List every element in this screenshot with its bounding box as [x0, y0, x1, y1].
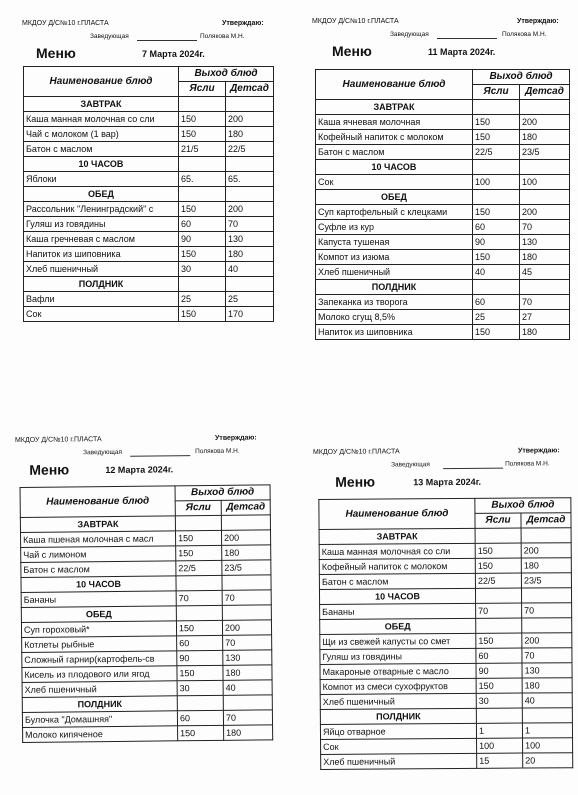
dish-name: Вафли	[24, 292, 179, 307]
menu-table	[315, 69, 570, 340]
table-row	[320, 663, 572, 680]
head-label: Заведующая	[90, 33, 129, 40]
kindergarten-portion: 180	[223, 665, 272, 681]
nursery-portion: 150	[179, 202, 226, 217]
kindergarten-portion: 170	[226, 307, 274, 322]
dish-name: Напиток из шиповника	[24, 247, 179, 262]
table-row	[24, 247, 274, 262]
signature-line	[437, 38, 497, 39]
nursery-portion: 30	[177, 680, 223, 695]
nursery-portion: 30	[476, 693, 522, 708]
nursery-portion: 60	[177, 710, 223, 725]
table-header-row	[319, 498, 571, 515]
menu-title: Меню	[36, 45, 76, 61]
section-title: ПОЛДНИК	[316, 280, 473, 295]
column-header-kindergarten: Детсад	[226, 82, 274, 97]
table-row	[319, 573, 571, 590]
dish-name: Хлеб пшеничный	[320, 693, 476, 709]
dish-name: Батон с маслом	[316, 145, 473, 160]
nursery-portion: 150	[476, 678, 522, 693]
signature-line	[137, 40, 197, 41]
nursery-portion: 70	[476, 603, 522, 618]
table-row	[320, 603, 572, 620]
table-row	[316, 220, 570, 235]
kindergarten-portion: 200	[222, 620, 271, 636]
section-row	[319, 528, 571, 545]
kindergarten-portion: 70	[522, 648, 572, 663]
menu-table	[20, 484, 274, 743]
table-row	[24, 262, 274, 277]
nursery-portion: 150	[475, 543, 521, 558]
kindergarten-portion: 200	[226, 112, 274, 127]
nursery-portion: 60	[476, 648, 522, 663]
nursery-portion: 150	[473, 325, 520, 340]
empty-cell	[520, 160, 570, 175]
table-row	[316, 130, 570, 145]
head-label: Заведующая	[390, 31, 429, 38]
dish-name: Сок	[24, 307, 179, 322]
empty-cell	[473, 280, 520, 295]
section-row	[316, 190, 570, 205]
section-title: 10 ЧАСОВ	[319, 588, 475, 604]
nursery-portion: 150	[178, 725, 224, 740]
nursery-portion: 30	[179, 262, 226, 277]
nursery-portion: 60	[473, 295, 520, 310]
section-title: ОБЕД	[24, 187, 179, 202]
section-title: ЗАВТРАК	[24, 97, 179, 112]
empty-cell	[179, 97, 226, 112]
section-row	[24, 277, 274, 292]
nursery-portion: 150	[177, 665, 223, 680]
nursery-portion: 1	[476, 723, 522, 738]
empty-cell	[222, 605, 271, 621]
table-row	[24, 112, 274, 127]
empty-cell	[176, 575, 222, 590]
section-title: ПОЛДНИК	[320, 708, 476, 724]
dish-name: Хлеб пшеничный	[22, 681, 177, 698]
nursery-portion: 22/5	[475, 573, 521, 588]
approval-label: Утверждаю:	[222, 20, 264, 27]
dish-name: Батон с маслом	[319, 573, 475, 589]
approval-label: Утверждаю:	[214, 434, 257, 442]
dish-name: Макароные отварные с масло	[320, 663, 476, 679]
kindergarten-portion: 23/5	[222, 560, 271, 576]
dish-name: Компот из изюма	[316, 250, 473, 265]
column-header-dish-name: Наименование блюд	[20, 486, 175, 518]
empty-cell	[226, 187, 274, 202]
empty-cell	[175, 515, 221, 530]
kindergarten-portion: 70	[520, 295, 570, 310]
organization-name: МКДОУ Д/С№10 г.ПЛАСТА	[15, 436, 102, 444]
head-name: Полякова М.Н.	[502, 31, 547, 38]
kindergarten-portion: 1	[522, 723, 572, 738]
section-title: ПОЛДНИК	[22, 696, 177, 713]
signature-line	[443, 468, 503, 469]
nursery-portion: 22/5	[176, 560, 222, 575]
empty-cell	[475, 528, 521, 543]
kindergarten-portion: 180	[222, 545, 271, 561]
empty-cell	[473, 190, 520, 205]
kindergarten-portion: 180	[521, 558, 571, 573]
kindergarten-portion: 40	[223, 680, 272, 696]
table-row	[316, 115, 570, 130]
section-title: 10 ЧАСОВ	[21, 576, 176, 593]
kindergarten-portion: 180	[224, 725, 273, 741]
empty-cell	[520, 100, 570, 115]
empty-cell	[177, 695, 223, 710]
section-row	[320, 618, 572, 635]
section-row	[320, 708, 572, 725]
dish-name: Гуляш из говядины	[320, 648, 476, 664]
section-row	[24, 157, 274, 172]
nursery-portion: 150	[473, 250, 520, 265]
column-header-dish-name: Наименование блюд	[316, 70, 473, 100]
kindergarten-portion: 200	[221, 530, 270, 546]
dish-name: Чай с лимоном	[21, 546, 176, 563]
table-row	[24, 292, 274, 307]
empty-cell	[226, 157, 274, 172]
section-row	[24, 97, 274, 112]
table-row	[319, 558, 571, 575]
dish-name: Суп картофельный с клецками	[316, 205, 473, 220]
column-header-portion: Выход блюд	[473, 70, 570, 85]
nursery-portion: 150	[179, 307, 226, 322]
dish-name: Чай с молоком (1 вар)	[24, 127, 179, 142]
nursery-portion: 100	[477, 738, 523, 753]
dish-name: Кисель из плодового или ягод	[22, 666, 177, 683]
section-title: 10 ЧАСОВ	[24, 157, 179, 172]
nursery-portion: 150	[473, 115, 520, 130]
kindergarten-portion: 100	[520, 175, 570, 190]
table-row	[24, 217, 274, 232]
empty-cell	[179, 157, 226, 172]
kindergarten-portion: 130	[223, 650, 272, 666]
kindergarten-portion: 200	[521, 543, 571, 558]
dish-name: Кофейный напиток с молоком	[319, 558, 475, 574]
menu-date: 12 Марта 2024г.	[105, 464, 174, 476]
nursery-portion: 70	[176, 590, 222, 605]
nursery-portion: 150	[176, 620, 222, 635]
dish-name: Котлеты рыбные	[22, 636, 177, 653]
organization-name: МКДОУ Д/С№10 г.ПЛАСТА	[312, 18, 399, 25]
table-row	[319, 543, 571, 560]
table-row	[316, 325, 570, 340]
column-header-dish-name: Наименование блюд	[319, 498, 475, 529]
dish-name: Бананы	[21, 591, 176, 608]
nursery-portion: 90	[476, 663, 522, 678]
menu-table	[318, 497, 573, 770]
nursery-portion: 15	[477, 753, 523, 768]
dish-name: Каша ячневая молочная	[316, 115, 473, 130]
dish-name: Каша гречневая с маслом	[24, 232, 179, 247]
column-header-portion: Выход блюд	[175, 485, 270, 501]
table-row	[321, 753, 573, 770]
nursery-portion: 150	[175, 530, 221, 545]
table-row	[24, 142, 274, 157]
dish-name: Гуляш из говядины	[24, 217, 179, 232]
nursery-portion: 150	[179, 127, 226, 142]
empty-cell	[476, 618, 522, 633]
section-title: ЗАВТРАК	[316, 100, 473, 115]
kindergarten-portion: 70	[223, 635, 272, 651]
table-header-row	[316, 70, 570, 85]
dish-name: Батон с маслом	[21, 561, 176, 578]
dish-name: Суфле из кур	[316, 220, 473, 235]
menu-date: 7 Марта 2024г.	[142, 49, 205, 59]
kindergarten-portion: 180	[520, 130, 570, 145]
column-header-dish-name: Наименование блюд	[24, 67, 179, 97]
kindergarten-portion: 22/5	[226, 142, 274, 157]
column-header-nursery: Ясли	[475, 513, 521, 528]
dish-name: Запеканка из творога	[316, 295, 473, 310]
dish-name: Хлеб пшеничный	[321, 753, 477, 769]
section-title: ПОЛДНИК	[24, 277, 179, 292]
approval-label: Утверждаю:	[517, 447, 560, 455]
dish-name: Суп гороховый*	[21, 621, 176, 638]
table-row	[316, 205, 570, 220]
nursery-portion: 25	[473, 310, 520, 325]
dish-name: Бананы	[320, 603, 476, 619]
kindergarten-portion: 200	[520, 115, 570, 130]
nursery-portion: 21/5	[179, 142, 226, 157]
organization-name: МКДОУ Д/С№10 г.ПЛАСТА	[22, 20, 109, 27]
nursery-portion: 150	[179, 247, 226, 262]
nursery-portion: 90	[179, 232, 226, 247]
kindergarten-portion: 130	[520, 235, 570, 250]
kindergarten-portion: 27	[520, 310, 570, 325]
table-row	[316, 310, 570, 325]
kindergarten-portion: 180	[522, 678, 572, 693]
empty-cell	[223, 695, 272, 711]
nursery-portion: 150	[475, 558, 521, 573]
menu-table	[23, 66, 274, 322]
section-row	[316, 100, 570, 115]
kindergarten-portion: 70	[226, 217, 274, 232]
empty-cell	[179, 187, 226, 202]
empty-cell	[476, 708, 522, 723]
kindergarten-portion: 200	[226, 202, 274, 217]
organization-name: МКДОУ Д/С№10 г.ПЛАСТА	[313, 448, 400, 456]
dish-name: Компот из смеси сухофруктов	[320, 678, 476, 694]
dish-name: Молоко кипяченое	[23, 726, 178, 743]
empty-cell	[473, 100, 520, 115]
head-name: Полякова М.Н.	[195, 447, 240, 456]
table-row	[320, 723, 572, 740]
dish-name: Каша манная молочная со сли	[24, 112, 179, 127]
nursery-portion: 40	[473, 265, 520, 280]
dish-name: Молоко сгущ 8,5%	[316, 310, 473, 325]
dish-name: Напиток из шиповника	[316, 325, 473, 340]
section-row	[319, 588, 571, 605]
table-row	[316, 145, 570, 160]
dish-name: Яйцо отварное	[320, 723, 476, 739]
empty-cell	[522, 708, 572, 723]
kindergarten-portion: 180	[520, 250, 570, 265]
table-row	[24, 172, 274, 187]
column-header-nursery: Ясли	[175, 500, 221, 515]
dish-name: Батон с маслом	[24, 142, 179, 157]
section-title: ОБЕД	[316, 190, 473, 205]
empty-cell	[179, 277, 226, 292]
nursery-portion: 22/5	[473, 145, 520, 160]
dish-name: Каша манная молочная со сли	[319, 543, 475, 559]
table-row	[24, 202, 274, 217]
table-row	[320, 648, 572, 665]
table-header-row	[24, 67, 274, 82]
table-row	[316, 175, 570, 190]
empty-cell	[521, 588, 571, 603]
kindergarten-portion: 130	[226, 232, 274, 247]
table-row	[23, 725, 273, 743]
table-row	[316, 295, 570, 310]
section-title: ЗАВТРАК	[319, 528, 475, 544]
head-label: Заведующая	[391, 461, 430, 469]
nursery-portion: 150	[473, 130, 520, 145]
head-name: Полякова М.Н.	[200, 33, 245, 40]
empty-cell	[521, 528, 571, 543]
menu-title: Меню	[332, 43, 372, 59]
approval-label: Утверждаю:	[517, 18, 559, 25]
table-row	[320, 678, 572, 695]
kindergarten-portion: 130	[522, 663, 572, 678]
empty-cell	[222, 575, 271, 591]
nursery-portion: 60	[179, 217, 226, 232]
nursery-portion: 150	[476, 633, 522, 648]
table-row	[24, 232, 274, 247]
column-header-kindergarten: Детсад	[520, 85, 570, 100]
kindergarten-portion: 45	[520, 265, 570, 280]
column-header-kindergarten: Детсад	[221, 500, 270, 516]
kindergarten-portion: 65.	[226, 172, 274, 187]
empty-cell	[226, 97, 274, 112]
column-header-portion: Выход блюд	[475, 498, 571, 514]
section-title: ОБЕД	[21, 606, 176, 623]
kindergarten-portion: 180	[520, 325, 570, 340]
dish-name: Хлеб пшеничный	[316, 265, 473, 280]
nursery-portion: 60	[473, 220, 520, 235]
kindergarten-portion: 200	[520, 205, 570, 220]
empty-cell	[475, 588, 521, 603]
nursery-portion: 60	[177, 635, 223, 650]
table-row	[24, 127, 274, 142]
kindergarten-portion: 70	[223, 710, 272, 726]
head-label: Заведующая	[83, 448, 123, 457]
column-header-nursery: Ясли	[179, 82, 226, 97]
dish-name: Сок	[321, 738, 477, 754]
kindergarten-portion: 180	[226, 247, 274, 262]
head-name: Полякова М.Н.	[505, 460, 550, 468]
empty-cell	[226, 277, 274, 292]
kindergarten-portion: 40	[522, 693, 572, 708]
column-header-nursery: Ясли	[473, 85, 520, 100]
kindergarten-portion: 40	[226, 262, 274, 277]
nursery-portion: 150	[176, 545, 222, 560]
nursery-portion: 150	[473, 205, 520, 220]
kindergarten-portion: 23/5	[520, 145, 570, 160]
menu-title: Меню	[29, 461, 70, 478]
nursery-portion: 65.	[179, 172, 226, 187]
kindergarten-portion: 70	[222, 590, 271, 606]
menu-date: 11 Марта 2024г.	[428, 47, 496, 57]
empty-cell	[221, 515, 270, 531]
section-row	[24, 187, 274, 202]
section-title: ЗАВТРАК	[20, 516, 175, 533]
table-row	[316, 265, 570, 280]
kindergarten-portion: 180	[226, 127, 274, 142]
table-row	[320, 633, 572, 650]
column-header-portion: Выход блюд	[179, 67, 274, 82]
table-row	[320, 693, 572, 710]
table-row	[316, 250, 570, 265]
nursery-portion: 90	[177, 650, 223, 665]
kindergarten-portion: 70	[520, 220, 570, 235]
kindergarten-portion: 23/5	[521, 573, 571, 588]
kindergarten-portion: 200	[522, 633, 572, 648]
table-row	[316, 235, 570, 250]
dish-name: Каша пшеная молочная с масл	[20, 531, 175, 548]
section-title: 10 ЧАСОВ	[316, 160, 473, 175]
menu-title: Меню	[335, 473, 376, 490]
dish-name: Щи из свежей капусты со смет	[320, 633, 476, 649]
menu-date: 13 Марта 2024г.	[413, 476, 482, 488]
empty-cell	[520, 190, 570, 205]
nursery-portion: 100	[473, 175, 520, 190]
dish-name: Кофейный напиток с молоком	[316, 130, 473, 145]
empty-cell	[520, 280, 570, 295]
table-row	[24, 307, 274, 322]
kindergarten-portion: 25	[226, 292, 274, 307]
section-title: ОБЕД	[320, 618, 476, 634]
empty-cell	[522, 618, 572, 633]
signature-line	[130, 455, 190, 457]
nursery-portion: 90	[473, 235, 520, 250]
dish-name: Сок	[316, 175, 473, 190]
table-row	[321, 738, 573, 755]
dish-name: Булочка "Домашняя"	[22, 711, 177, 728]
nursery-portion: 150	[179, 112, 226, 127]
column-header-kindergarten: Детсад	[521, 513, 571, 528]
kindergarten-portion: 70	[522, 603, 572, 618]
section-row	[316, 160, 570, 175]
dish-name: Сложный гарнир(картофель-св	[22, 651, 177, 668]
nursery-portion: 25	[179, 292, 226, 307]
dish-name: Рассольник "Ленинградский" с	[24, 202, 179, 217]
kindergarten-portion: 20	[523, 753, 573, 768]
section-row	[316, 280, 570, 295]
dish-name: Яблоки	[24, 172, 179, 187]
empty-cell	[473, 160, 520, 175]
dish-name: Хлеб пшеничный	[24, 262, 179, 277]
empty-cell	[176, 605, 222, 620]
kindergarten-portion: 100	[523, 738, 573, 753]
dish-name: Капуста тушеная	[316, 235, 473, 250]
